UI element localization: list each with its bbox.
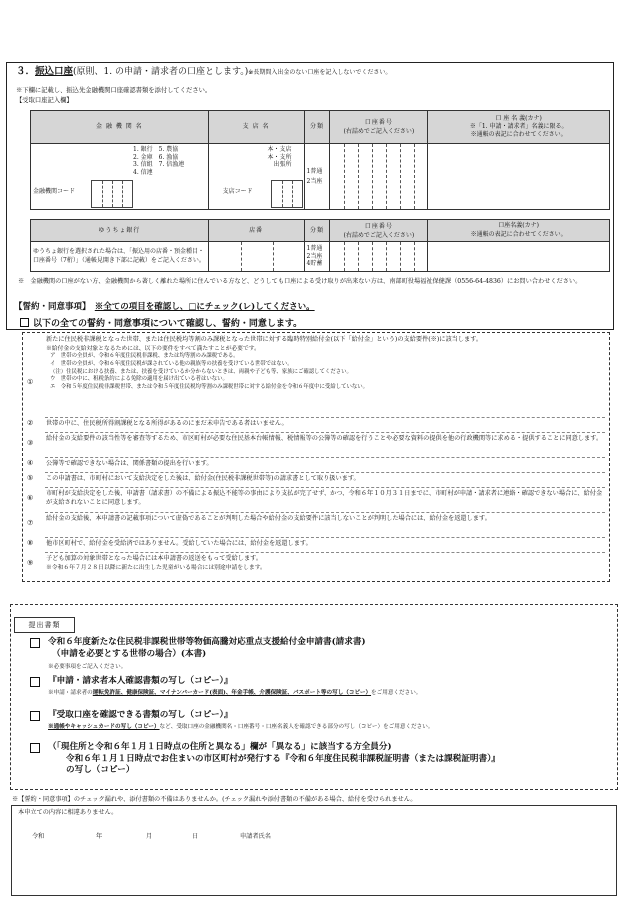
yucho-bank-header: ゆうちょ銀行	[31, 220, 209, 242]
yucho-holder-header: 口座名義(カナ) ※通帳の表記に合わせてください。	[428, 220, 610, 242]
yucho-desc: ゆうちょ銀行を選択された場合は、「振込用の店番・預金種目・口座番号（7桁）」（通帳見開き下部に記載）をご記入ください。	[31, 242, 209, 272]
oath-checkbox[interactable]	[20, 318, 29, 327]
declaration-text: 本申立ての内容に相違ありません。	[18, 809, 118, 816]
class-header: 分類	[304, 111, 330, 144]
bank-code-boxes[interactable]	[91, 180, 133, 208]
date-year-label: 年	[96, 833, 103, 840]
section-3-note-field: 【受取口座記入欄】	[16, 97, 73, 104]
bank-account-table	[30, 110, 610, 210]
oath-header: 【誓約・同意事項】 ※全ての項目を確認し、□にチェック(レ)してください。	[14, 302, 315, 312]
yucho-account-cell[interactable]	[330, 242, 428, 272]
yucho-class-header: 分類	[304, 220, 330, 242]
submission-checkbox-2[interactable]	[30, 677, 40, 687]
oath-title[interactable]: 以下の全ての誓約・同意事項について確認し、誓約・同意します。	[20, 318, 302, 330]
section-3-note-attach: ※下欄に記載し、振込先金融機関口座確認書類を添付してください。	[16, 87, 212, 94]
date-era-label: 令和	[32, 833, 45, 840]
declaration-box	[11, 805, 617, 896]
section-3-title: ３．振込口座(原則、1. の申請・請求者の口座とします。)※長期間入出金のない口座を記入しないでください。	[16, 66, 392, 77]
yucho-table	[30, 219, 610, 272]
bank-code-label: 金融機関コード	[33, 188, 76, 195]
branch-name-header: 支 店 名	[208, 111, 304, 144]
date-month-label: 月	[146, 833, 153, 840]
oath-items-box: ① 新たに住民税非課税となった世帯、または住民税均等割のみ課税となった世帯に対する臨時特別給付金(以下「給付金」という)の支給要件(※)に該当します。 ※給付金の支給対象となるためには、以下の要件をすべて満たすことが必要です。 ア 世帯の全員が、令和６年度住民税非課税、または均等割のみ課税である。 イ 世帯の全員が、令和６年度住民税が課されている他の親族等の扶養を受けている世帯ではない。 （注）住民税における扶養、または、扶養を受けているか分からないときは、両親や子ども等、家族にご確認してください。 ウ 世帯の中に、租税条約による免除の適用を届け出ている者はいない。 エ 令和５年度住民税非課税世帯、または令和５年度住民税均等割のみ課税世帯に対する給付金を令和６年度中に受給していない。 ② 世帯の中に、住民税所得割課税となる所得があるのにまだ未申告である者はいません。 ③ 給付金の支給要件の該当性等を審査等するため、市区町村が必要な住民基本台帳情報、税情報等の公簿等の確認を行うことや必要な資料の提供を他の行政機関等に求める・提供することに同意します。 ④ 公簿等で確認できない場合は、関係書類の提出を行います。 ⑤ この申請書は、市町村において支給決定をした後は、給付金(住民税非課税世帯等)の請求書として取り扱います。 ⑥ 市町村が支給決定をした後、申請書（請求書）の不備による振込不能等の事由により支払が完了せず、かつ、令和６年１０月３１日までに、市町村が申請・請求者に連絡・確認できない場合に、給付金が支給されないことに同意します。 ⑦ 給付金の支給後、本申請書の記載事項について虚偽であることが判明した場合や給付金の支給要件に該当しないことが判明した場合には、給付金を返還します。 ⑧ 他市区町村で、給付金を受給済ではありません。受給していた場合には、給付金を返還します。 ⑨ 子ども加算の対象世帯となった場合には本申請書の返送をもって受給します。 ※令和６年７月２８日以降に新たに出生した児童がいる場合には別途申請をします。	[22, 332, 610, 582]
date-day-label: 日	[192, 833, 199, 840]
bank-name-cell[interactable]: 1. 銀行 5. 農協 2. 金庫 6. 漁協 3. 信組 7. 信漁連 4. 信連 金融機関コード	[31, 144, 209, 210]
applicant-name-label: 申請者氏名	[240, 833, 271, 840]
bank-name-header: 金 融 機 関 名	[31, 111, 209, 144]
submission-label: 提出書類	[14, 617, 75, 633]
account-number-cell[interactable]	[330, 144, 428, 210]
submission-checkbox-1[interactable]	[30, 638, 40, 648]
submission-checkbox-4[interactable]	[30, 743, 40, 753]
yucho-class-cell[interactable]: 1普通 2当座 4貯蓄	[304, 242, 330, 272]
yucho-holder-cell[interactable]	[428, 242, 610, 272]
submission-checkbox-3[interactable]	[30, 711, 40, 721]
section-3-footnote: ※ 金融機関の口座がない方、金融機関から著しく離れた場所に住んでいる方など、どうしても口座による受け取りが出来ない方は、南部町役場福祉保健課（0556-64-4836）にお問い合わせください。	[18, 278, 582, 285]
class-cell[interactable]: 1普通 2当座	[304, 144, 330, 210]
account-holder-cell[interactable]	[428, 144, 610, 210]
branch-code-label: 支店コード	[222, 188, 253, 195]
branch-code-boxes[interactable]	[271, 180, 303, 208]
yucho-store-header: 店番	[208, 220, 304, 242]
final-check-note: ※【誓約・同意事項】のチェック漏れや、添付書類の不備はありませんか。(チェック漏れや添付書類の不備がある場合、給付を受けられません。	[12, 796, 417, 803]
yucho-store-cell[interactable]	[208, 242, 304, 272]
account-holder-header: 口 座 名 義(カナ) ※「1. 申請・請求者」名義に限る。 ※通帳の表記に合わせてください。	[428, 111, 610, 144]
yucho-account-header: 口座番号 (右詰めでご記入ください)	[330, 220, 428, 242]
branch-name-cell[interactable]: 本・支店 本・支所 出張所 支店コード	[208, 144, 304, 210]
account-number-header: 口座番号 (右詰めでご記入ください)	[330, 111, 428, 144]
